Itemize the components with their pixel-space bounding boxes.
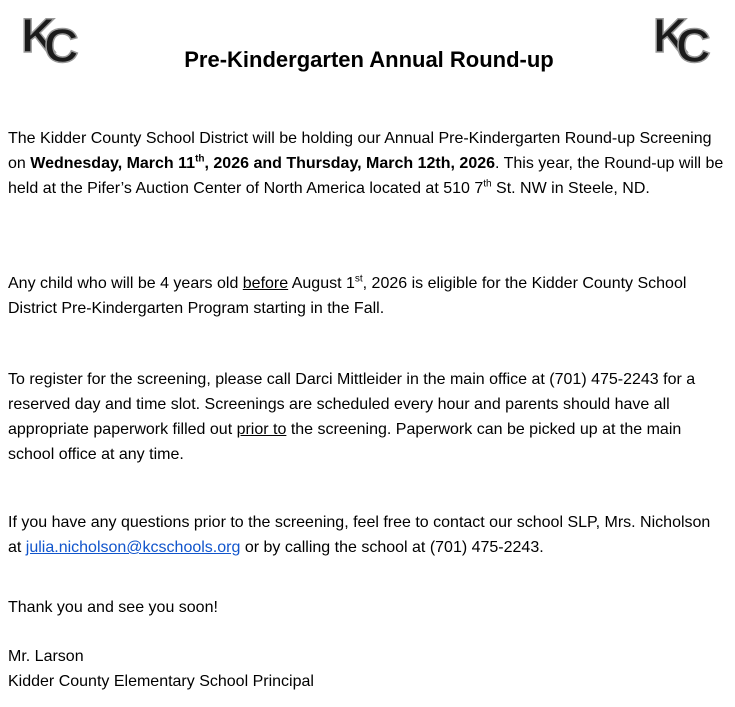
eligibility-paragraph: Any child who will be 4 years old before August 1st, 2026 is eligible for the Kidder County School District Pre-Kindergarten Program starting in the Fall.: [8, 273, 687, 317]
contact-paragraph: If you have any questions prior to the screening, feel free to contact our school SLP, Mrs. Nicholson at julia.nicholson@kcschools.org or by calling the school at (701) 475-2243.: [8, 514, 711, 556]
registration-paragraph: To register for the screening, please call Darci Mittleider in the main office at (701) 475-2243 for a reserved day and time slot. Screenings are scheduled every hour and parents should have all appropriate paperwork filled out prior to the screening. Paperwork can be picked up at the main school office at any time.: [8, 371, 696, 463]
kc-logo-k-letter: K: [21, 10, 56, 63]
signature-block: [8, 644, 728, 694]
kc-logo-c-letter: C: [44, 20, 79, 66]
kc-logo-c-letter: C: [676, 20, 711, 66]
text: . This year, the Round-up will be held at the Pifer’s Auction Center of North America located at 510 7: [8, 155, 724, 197]
underlined-prior-to: prior to: [236, 421, 287, 438]
page-title: Pre-Kindergarten Annual Round-up: [184, 47, 554, 72]
text: The Kidder County School District will be holding our Annual Pre-Kindergarten Round-up Screening on: [8, 130, 712, 172]
signature-name: Mr. Larson: [8, 648, 84, 665]
date-wednesday: Wednesday, March 11th, 2026 and Thursday, March 12th, 2026: [30, 153, 496, 172]
signature-role: Kidder County Elementary School Principal: [8, 673, 314, 690]
email-link[interactable]: julia.nicholson@kcschools.org: [25, 539, 241, 556]
screening-dates-paragraph: The Kidder County School District will be holding our Annual Pre-Kindergarten Round-up Screening on Wednesday, March 11th, 2026 and Thursday, March 12th, 2026. This year, the Round-up will be held at the Pifer’s Auction Center of North America located at 510 7th St. NW in Steele, ND.: [8, 130, 724, 197]
closing-line: Thank you and see you soon!: [8, 599, 218, 616]
underlined-before: before: [242, 275, 289, 292]
text: St. NW in Steele, ND.: [491, 180, 650, 197]
kc-logo-k-letter: K: [653, 10, 688, 63]
